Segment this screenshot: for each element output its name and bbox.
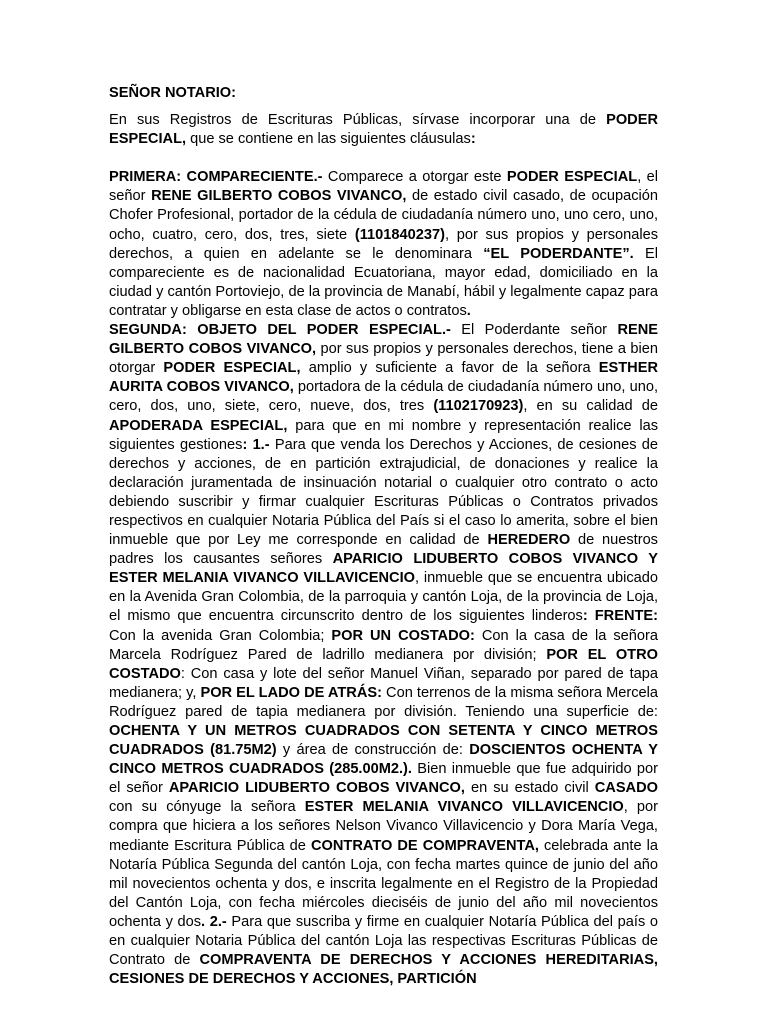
text-run: Para que venda los Derechos y Acciones, de cesiones de derechos y acciones, de en partición extrajudicial, de donaciones y realice la declaración juramentada de insinuación notarial o cualquier otro contrato o acto debiendo suscribir y firmar cualquier Escrituras Públicas o Contratos privados respectivos en cualquier Notaria Pública del País si el caso lo amerita, sobre el bien inmueble que por Ley me corresponde en calidad de [109,436,658,549]
text-run: para que en mi nombre y representación realice las siguientes gestiones [109,417,658,453]
text-run: : Con casa y lote del señor Manuel Viñan, separado por pared de tapa medianera; y, [109,665,658,701]
bold-text-run: APARICIO LIDUBERTO COBOS VIVANCO Y ESTER MELANIA VIVANCO VILLAVICENCIO [109,551,658,587]
bold-text-run: . 2.- [201,913,227,930]
bold-text-run: COMPRAVENTA DE DERECHOS Y ACCIONES HEREDITARIAS, CESIONES DE DERECHOS Y ACCIONES, PARTICIÓN [109,952,658,988]
text-run: por sus propios y personales derechos, tiene a bien otorgar [109,341,658,377]
text-run: , inmueble que se encuentra ubicado en la Avenida Gran Colombia, de la parroquia y cantón Loja, de la provincia de Loja, el mismo que encuentra circunscrito dentro de los siguientes linderos [109,570,658,625]
text-run: amplio y suficiente a favor de la señora [300,360,599,377]
document-page [109,84,658,989]
bold-text-run: APODERADA ESPECIAL, [109,417,288,434]
text-run: Comparece a otorgar este [322,169,507,186]
bold-text-run: APARICIO LIDUBERTO COBOS VIVANCO, [168,780,465,797]
text-run: El compareciente es de nacionalidad Ecuatoriana, mayor edad, domiciliado en la ciudad y cantón Portoviejo, de la provincia de Manabí, hábil y legalmente capaz para contratar y obligarse en esta clase de actos o contratos [109,245,658,319]
bold-text-run: PODER ESPECIAL, [163,360,301,377]
text-run: con su cónyuge la señora [109,799,305,816]
paragraph-spacer [109,149,658,168]
text-run: de nuestros padres los causantes señores [109,532,658,568]
bold-text-run: RENE GILBERTO COBOS VIVANCO, [109,322,658,358]
bold-text-run: DOSCIENTOS OCHENTA Y CINCO METROS CUADRADOS (285.00M2.). [109,742,659,778]
text-run: , por compra que hiciera a los señores Nelson Vivanco Villavicencio y Dora María Vega, mediante Escritura Pública de [109,799,659,854]
bold-text-run: (1102170923) [433,398,524,415]
bold-text-run: RENE GILBERTO COBOS VIVANCO, [151,188,407,205]
text-run: Con la avenida Gran Colombia; [109,627,332,644]
text-run: Bien inmueble que fue adquirido por el señor [109,761,658,797]
clause-second-paragraph [109,321,658,989]
text-run: , por sus propios y personales derechos, a quien en adelante se le denominara [109,226,658,262]
bold-text-run: POR EL OTRO COSTADO [109,646,658,682]
bold-text-run: : FRENTE: [582,608,658,625]
bold-text-run: CONTRATO DE COMPRAVENTA, [310,837,539,854]
text-run: y área de construcción de: [276,742,470,759]
text-run: en su estado civil [464,780,595,797]
bold-text-run: CASADO [594,780,658,797]
bold-text-run: . [466,302,471,319]
bold-text-run: HEREDERO [487,532,571,549]
bold-text-run: : 1.- [242,436,270,453]
text-run: portadora de la cédula de ciudadanía número uno, uno, cero, dos, uno, siete, cero, nueve, dos, tres [109,379,658,415]
text-run: Con la casa de la señora Marcela Rodríguez Pared de ladrillo medianera por división; [109,627,659,663]
bold-text-run: “EL PODERDANTE”. [483,245,634,262]
bold-text-run: ESTHER AURITA COBOS VIVANCO, [109,360,658,396]
text-run: En sus Registros de Escrituras Públicas, sírvase incorporar una de [109,112,607,129]
clause-first-paragraph [109,168,658,321]
bold-text-run: ESTER MELANIA VIVANCO VILLAVICENCIO [304,799,624,816]
bold-text-run: PODER ESPECIAL, [109,112,658,148]
text-run: celebrada ante la Notaría Pública Segunda del cantón Loja, con fecha martes quince de junio del año mil novecientos ochenta y dos, e inscrita legalmente en el Registro de la Propiedad del Cantón Loja, con fecha miércoles dieciséis de junio del año mil novecientos ochenta y dos [109,837,658,930]
text-run: El Poderdante señor [450,322,618,339]
bold-text-run: : [470,131,476,148]
text-run: , en su calidad de [523,398,658,415]
bold-text-run: (1101840237) [354,226,445,243]
text-run: Para que suscriba y firme en cualquier Notaría Pública del país o en cualquier Notaria Pública del cantón Loja las respectivas Escrituras Públicas de Contrato de [109,913,659,969]
text-run: que se contiene en las siguientes cláusulas [186,131,471,148]
bold-text-run: POR UN COSTADO: [331,627,475,644]
bold-text-run: POR EL LADO DE ATRÁS: [200,684,382,701]
text-run: Con terrenos de la misma señora Mercela Rodríguez pared de tapia medianera por división. Teniendo una superficie de: [109,684,658,720]
document-heading: SEÑOR NOTARIO: [109,85,237,101]
text-run: de estado civil casado, de ocupación Chofer Profesional, portador de la cédula de ciudadanía número uno, uno cero, uno, ocho, cuatro, cero, dos, tres, siete [109,188,658,243]
text-run: , el señor [109,169,659,205]
intro-paragraph [109,111,658,149]
bold-text-run: OCHENTA Y UN METROS CUADRADOS CON SETENTA Y CINCO METROS CUADRADOS (81.75M2) [109,723,658,759]
bold-text-run: PODER ESPECIAL [506,169,638,186]
bold-text-run: PRIMERA: COMPARECIENTE.- [109,169,323,186]
bold-text-run: SEGUNDA: OBJETO DEL PODER ESPECIAL.- [109,322,451,339]
